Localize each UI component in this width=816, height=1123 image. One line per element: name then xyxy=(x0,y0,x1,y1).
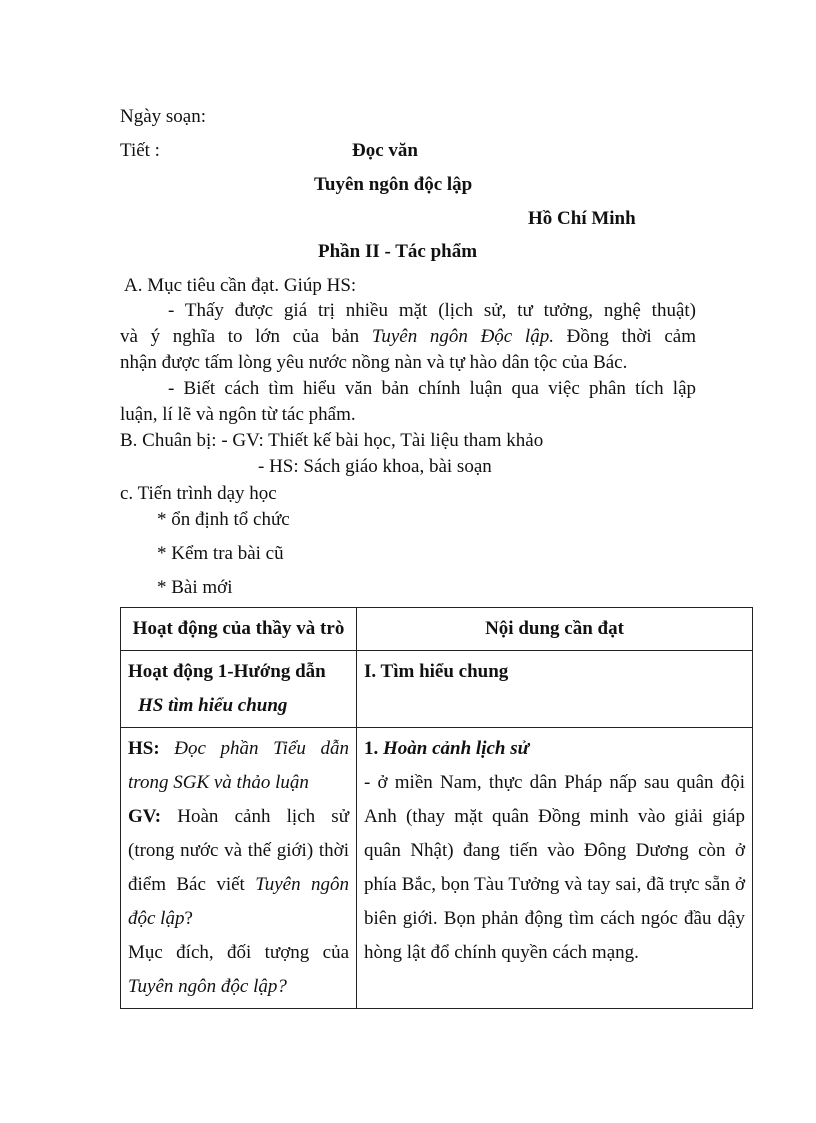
objectives-line: nhận được tấm lòng yêu nước nồng nàn và tự hào dân tộc của Bác. xyxy=(120,352,628,373)
section-body: - ở miền Nam, thực dân Pháp nấp sau quân đội Anh (thay mặt quân Đồng minh vào giải giáp quân Nhật) đang tiến vào Đông Dương còn ở phía Bắc, bọn Tàu Tưởng và tay sai, đã trực sẵn ở biên giới. Bọn phản động tìm cách ngóc đầu dậy hòng lật đổ chính quyền cách mạng. xyxy=(364,772,745,963)
author-name: Hồ Chí Minh xyxy=(528,208,636,229)
objectives-line: và ý nghĩa to lớn của bản Tuyên ngôn Độc lập. Đồng thời cảm xyxy=(120,326,696,347)
lesson-table xyxy=(120,607,753,1009)
teacher-question: Mục đích, đối tượng của Tuyên ngôn độc lập? xyxy=(128,942,349,997)
objectives-line: luận, lí lẽ và ngôn từ tác phẩm. xyxy=(120,404,356,425)
section-heading: 1. Hoàn cảnh lịch sử xyxy=(364,738,529,759)
preparation-line: - HS: Sách giáo khoa, bài soạn xyxy=(258,456,492,477)
objectives-heading: A. Mục tiêu cần đạt. Giúp HS: xyxy=(124,275,357,296)
preparation-line: B. Chuân bị: - GV: Thiết kế bài học, Tài liệu tham khảo xyxy=(120,430,544,451)
table-cell xyxy=(121,651,357,728)
table-row xyxy=(121,728,753,1009)
objectives-line: - Biết cách tìm hiểu văn bản chính luận qua việc phân tích lập xyxy=(168,378,696,399)
table-cell xyxy=(121,728,357,1009)
activity-subtitle: HS tìm hiểu chung xyxy=(138,695,288,716)
process-heading: c. Tiến trình dạy học xyxy=(120,483,277,504)
table-cell xyxy=(357,728,753,1009)
activity-title: Hoạt động 1-Hướng dẫn xyxy=(128,661,326,682)
date-label: Ngày soạn: xyxy=(120,106,207,127)
table-header-row xyxy=(121,608,753,651)
student-task: HS: Đọc phần Tiểu dẫn trong SGK và thảo luận xyxy=(128,738,349,793)
lesson-title: Tuyên ngôn độc lập xyxy=(314,174,473,195)
process-step: * Bài mới xyxy=(157,577,233,598)
process-step: * Kểm tra bài cũ xyxy=(157,543,284,564)
objectives-line: - Thấy được giá trị nhiều mặt (lịch sử, tư tưởng, nghệ thuật) xyxy=(168,300,696,321)
subject-title: Đọc văn xyxy=(352,140,418,161)
table-cell: I. Tìm hiểu chung xyxy=(357,651,753,728)
teacher-question: GV: Hoàn cảnh lịch sử (trong nước và thế giới) thời điểm Bác viết Tuyên ngôn độc lập? xyxy=(128,806,349,929)
table-row xyxy=(121,651,753,728)
header-cell: Nội dung cần đạt xyxy=(357,608,753,651)
period-label: Tiết : xyxy=(120,140,160,161)
process-step: * ổn định tổ chức xyxy=(157,509,290,530)
header-cell: Hoạt động của thầy và trò xyxy=(121,608,357,651)
part-title: Phần II - Tác phẩm xyxy=(318,241,478,262)
